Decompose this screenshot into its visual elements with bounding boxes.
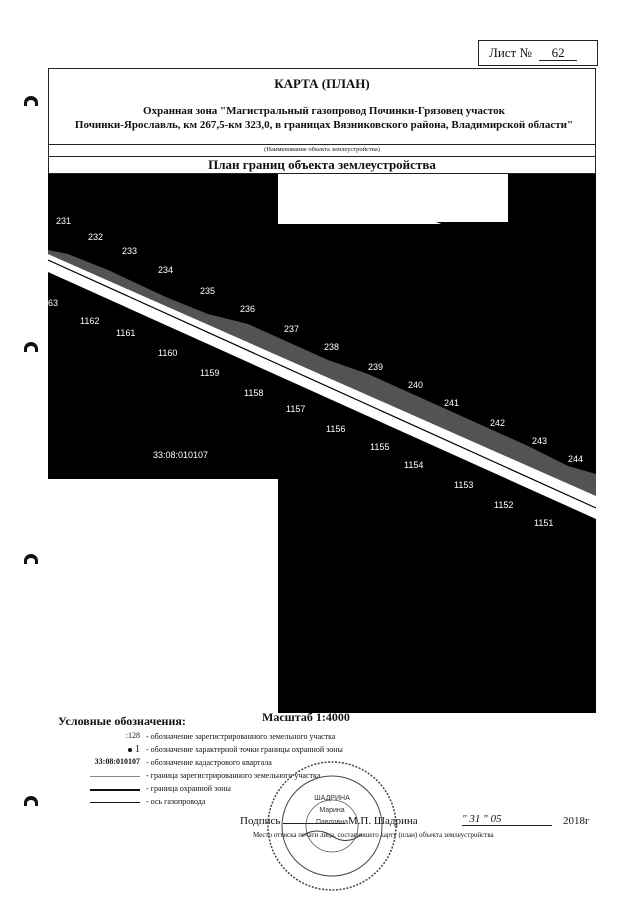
boundary-point-label: 1154 bbox=[404, 460, 424, 470]
legend-item-boundary-point bbox=[60, 744, 390, 756]
boundary-point-label: 241 bbox=[444, 398, 460, 408]
punch-hole-mark bbox=[24, 96, 38, 106]
legend-item-parcel-label bbox=[60, 731, 390, 743]
signature-date bbox=[462, 813, 552, 826]
boundary-point-label: 237 bbox=[284, 324, 300, 334]
map-scale: Масштаб 1:4000 bbox=[262, 710, 350, 724]
seal-name-line2: Марина bbox=[319, 807, 345, 814]
boundary-point-label: 234 bbox=[158, 265, 174, 275]
object-name-line2: Починки-Ярославль, км 267,5-км 323,0, в границах Вязниковского района, Владимирской области" bbox=[74, 119, 574, 131]
boundary-point-label: 239 bbox=[368, 362, 384, 372]
punch-hole-mark bbox=[24, 796, 38, 806]
punch-hole-mark bbox=[24, 342, 38, 352]
legend-text: - обозначение кадастрового квартала bbox=[146, 758, 272, 767]
boundary-point-label: 240 bbox=[408, 380, 424, 390]
boundary-point-label: 235 bbox=[200, 286, 216, 296]
date-value: " 31 " 05 bbox=[462, 813, 552, 826]
point-dot-icon bbox=[128, 748, 132, 752]
boundary-point-label: 232 bbox=[88, 232, 104, 242]
boundary-point-label: 1159 bbox=[200, 368, 220, 378]
sheet-number-box bbox=[478, 40, 598, 66]
boundary-point-label: 243 bbox=[532, 436, 548, 446]
boundary-point-label: 1155 bbox=[370, 442, 390, 452]
sheet-label: Лист № bbox=[489, 45, 532, 60]
official-seal bbox=[262, 756, 402, 896]
boundary-point-label: 1153 bbox=[454, 480, 474, 490]
boundary-point-label: 233 bbox=[122, 246, 138, 256]
boundary-point-label: 231 bbox=[56, 216, 72, 226]
boundary-point-label: 236 bbox=[240, 304, 256, 314]
boundary-point-label: 242 bbox=[490, 418, 506, 428]
boundary-point-label: 244 bbox=[568, 454, 584, 464]
boundary-point-label: 1161 bbox=[116, 328, 136, 338]
cadastral-map bbox=[48, 174, 596, 713]
boundary-point-label: 1158 bbox=[244, 388, 264, 398]
boundary-point-label: 63 bbox=[48, 298, 59, 308]
legend-symbol: :128 bbox=[125, 731, 140, 740]
legend-text: - граница охранной зоны bbox=[146, 784, 231, 793]
legend-text: - обозначение характерной точки границы охранной зоны bbox=[146, 745, 343, 754]
object-caption: (Наименование объекта землеустройства) bbox=[48, 144, 596, 153]
boundary-point-label: 238 bbox=[324, 342, 340, 352]
punch-hole-mark bbox=[24, 554, 38, 564]
sheet-number: 62 bbox=[539, 46, 577, 61]
legend-text: - ось газопровода bbox=[146, 797, 206, 806]
document-title: КАРТА (ПЛАН) bbox=[274, 76, 370, 91]
boundary-point-label: 1151 bbox=[534, 518, 554, 528]
signer-name: М.П. Шадрина bbox=[347, 815, 418, 827]
legend-text: - граница зарегистрированного земельного участка bbox=[146, 771, 321, 780]
seal-name-line3: Павловна bbox=[315, 819, 349, 826]
seal-icon bbox=[262, 756, 402, 896]
map-canvas bbox=[48, 174, 596, 713]
signature-caption: Место оттиска печати лица, составившего карту (план) объекта землеустройства bbox=[253, 831, 494, 839]
blank-area-bottom-left bbox=[48, 479, 278, 713]
boundary-point-label: 1152 bbox=[494, 500, 514, 510]
thin-line-icon bbox=[90, 776, 140, 777]
legend-title: Условные обозначения: bbox=[58, 714, 186, 728]
bold-line-icon bbox=[90, 789, 140, 791]
axis-line-icon bbox=[90, 802, 140, 803]
plan-title: План границ объекта землеустройства bbox=[48, 156, 596, 174]
signature-label: Подпись bbox=[240, 815, 281, 827]
object-name bbox=[60, 104, 588, 132]
boundary-point-label: 1160 bbox=[158, 348, 178, 358]
object-name-line1: Охранная зона "Магистральный газопровод Починки-Грязовец участок bbox=[143, 105, 505, 117]
quarter-label: 33:08:010107 bbox=[153, 450, 209, 460]
blank-area-top-left bbox=[278, 174, 508, 222]
boundary-point-label: 1162 bbox=[80, 316, 100, 326]
legend-text: - обозначение зарегистрированного земельного участка bbox=[146, 732, 336, 741]
boundary-point-label: 1157 bbox=[286, 404, 306, 414]
legend-symbol: 33:08:010107 bbox=[94, 757, 140, 766]
legend-symbol: 1 bbox=[135, 744, 140, 755]
boundary-point-label: 1156 bbox=[326, 424, 346, 434]
seal-name-line1: ШАДРИНА bbox=[314, 795, 350, 802]
signature-year: 2018г bbox=[563, 815, 590, 827]
